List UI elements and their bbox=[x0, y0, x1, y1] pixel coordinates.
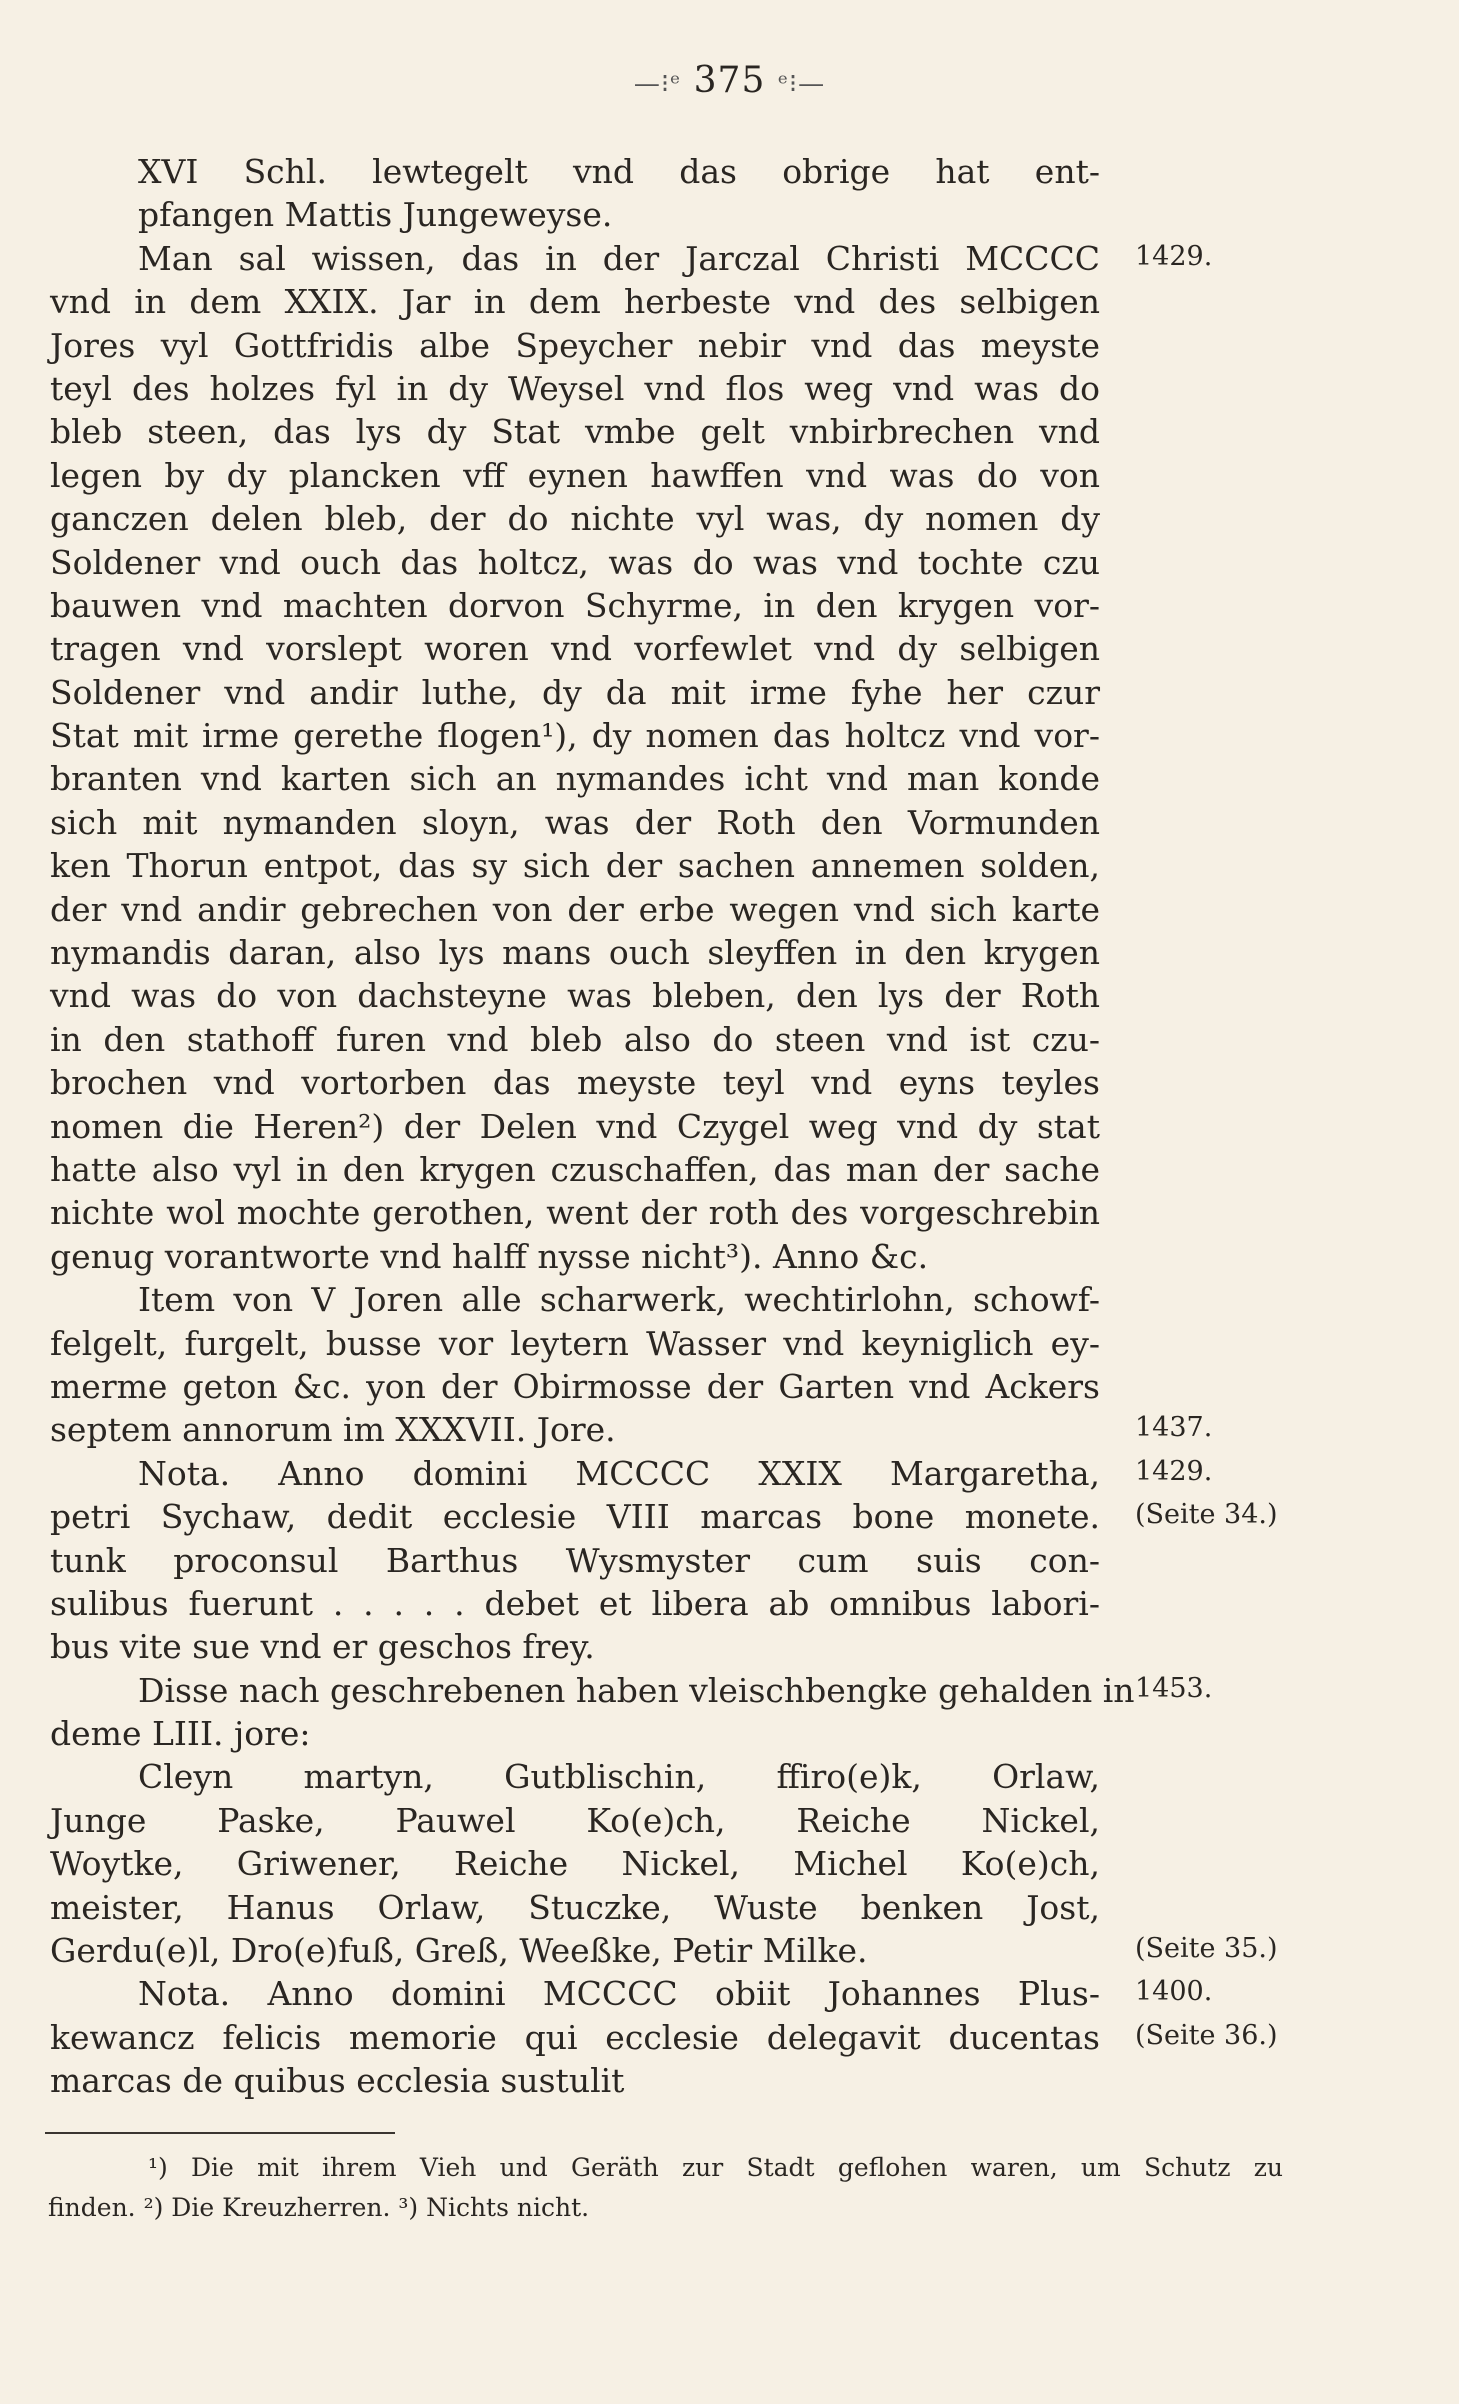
text-line bbox=[50, 1539, 1100, 1582]
line-text: brochen vnd vortorben das meyste teyl vnd eyns teyles bbox=[50, 1063, 1100, 1103]
line-text: genug vorantworte vnd halff nysse nicht³). Anno &c. bbox=[50, 1236, 929, 1276]
text-line bbox=[50, 584, 1100, 627]
text-line bbox=[50, 2016, 1278, 2059]
line-text: bauwen vnd machten dorvon Schyrme, in den krygen vor- bbox=[50, 585, 1100, 625]
line-text: felgelt, furgelt, busse vor leytern Wasser vnd keyniglich ey- bbox=[50, 1323, 1100, 1363]
text-line bbox=[50, 627, 1100, 670]
line-text: branten vnd karten sich an nymandes icht vnd man konde bbox=[50, 759, 1100, 799]
margin-note: 1400. bbox=[1135, 1976, 1213, 2008]
text-line bbox=[50, 1235, 1100, 1278]
main-text bbox=[50, 150, 1278, 2103]
line-text: Junge Paske, Pauwel Ko(e)ch, Reiche Nickel, bbox=[50, 1800, 1100, 1840]
line-text: sulibus fuerunt . . . . . debet et libera ab omnibus labori- bbox=[50, 1583, 1100, 1623]
text-line bbox=[50, 193, 1100, 236]
line-text: marcas de quibus ecclesia sustulit bbox=[50, 2061, 625, 2101]
line-text: pfangen Mattis Jungeweyse. bbox=[138, 195, 613, 235]
line-text: vnd was do von dachsteyne was bleben, den lys der Roth bbox=[50, 976, 1100, 1016]
text-line bbox=[50, 280, 1100, 323]
text-line bbox=[50, 1408, 1213, 1451]
text-line bbox=[50, 1365, 1100, 1408]
text-line bbox=[50, 454, 1100, 497]
text-line bbox=[50, 888, 1100, 931]
footnotes bbox=[48, 2148, 1283, 2228]
text-line bbox=[50, 1625, 1100, 1668]
margin-note: 1429. bbox=[1135, 1455, 1213, 1487]
margin-note: 1453. bbox=[1135, 1672, 1213, 1704]
text-line bbox=[50, 1018, 1100, 1061]
line-text: Soldener vnd andir luthe, dy da mit irme fyhe her czur bbox=[50, 672, 1100, 712]
text-line bbox=[50, 801, 1100, 844]
line-text: bus vite sue vnd er geschos frey. bbox=[50, 1627, 595, 1667]
footnote-line: ¹) Die mit ihrem Vieh und Geräth zur Stadt geflohen waren, um Schutz zu bbox=[148, 2153, 1283, 2182]
text-line bbox=[50, 497, 1100, 540]
margin-note: 1437. bbox=[1135, 1412, 1213, 1444]
line-text: ken Thorun entpot, das sy sich der sachen annemen solden, bbox=[50, 846, 1100, 886]
line-text: tragen vnd vorslept woren vnd vorfewlet vnd dy selbigen bbox=[50, 629, 1100, 669]
text-line bbox=[50, 1322, 1100, 1365]
text-line bbox=[50, 1148, 1100, 1191]
text-line bbox=[50, 844, 1100, 887]
line-text: vnd in dem XXIX. Jar in dem herbeste vnd des selbigen bbox=[50, 282, 1100, 322]
line-text: Man sal wissen, das in der Jarczal Christi MCCCC bbox=[138, 238, 1100, 278]
line-text: Nota. Anno domini MCCCC obiit Johannes Plus- bbox=[138, 1974, 1100, 2014]
text-line bbox=[50, 1669, 1213, 1712]
text-line bbox=[50, 1712, 1100, 1755]
footnote-divider bbox=[45, 2132, 395, 2134]
line-text: nymandis daran, also lys mans ouch sleyffen in den krygen bbox=[50, 933, 1100, 973]
line-text: ganczen delen bleb, der do nichte vyl was, dy nomen dy bbox=[50, 499, 1100, 539]
text-line bbox=[50, 1799, 1100, 1842]
text-line bbox=[50, 2059, 1100, 2102]
line-text: XVI Schl. lewtegelt vnd das obrige hat ent- bbox=[138, 152, 1100, 191]
line-text: nichte wol mochte gerothen, went der roth des vorgeschrebin bbox=[50, 1193, 1100, 1233]
text-line bbox=[50, 324, 1100, 367]
line-text: hatte also vyl in den krygen czuschaffen, das man der sache bbox=[50, 1149, 1100, 1189]
line-text: Woytke, Griwener, Reiche Nickel, Michel Ko(e)ch, bbox=[50, 1844, 1100, 1884]
text-line bbox=[50, 1191, 1100, 1234]
line-text: Gerdu(e)l, Dro(e)fuß, Greß, Weeßke, Petir Milke. bbox=[50, 1931, 868, 1971]
line-text: der vnd andir gebrechen von der erbe wegen vnd sich karte bbox=[50, 889, 1100, 929]
text-line bbox=[50, 1972, 1213, 2015]
text-line bbox=[50, 974, 1100, 1017]
margin-note: (Seite 35.) bbox=[1135, 1933, 1278, 1965]
line-text: bleb steen, das lys dy Stat vmbe gelt vnbirbrechen vnd bbox=[50, 412, 1100, 452]
line-text: Soldener vnd ouch das holtcz, was do was vnd tochte czu bbox=[50, 542, 1100, 582]
page-number: 375 bbox=[693, 60, 766, 101]
left-ornament: —⁝ᵉ bbox=[633, 69, 682, 99]
line-text: kewancz felicis memorie qui ecclesie delegavit ducentas bbox=[50, 2017, 1100, 2057]
line-text: meister, Hanus Orlaw, Stuczke, Wuste benken Jost, bbox=[50, 1887, 1100, 1927]
line-text: nomen die Heren²) der Delen vnd Czygel weg vnd dy stat bbox=[50, 1106, 1100, 1146]
line-text: in den stathoff furen vnd bleb also do steen vnd ist czu- bbox=[50, 1019, 1100, 1059]
text-line bbox=[50, 541, 1100, 584]
text-line bbox=[50, 1061, 1100, 1104]
text-line bbox=[50, 1842, 1100, 1885]
text-line bbox=[50, 1105, 1100, 1148]
margin-note: (Seite 34.) bbox=[1135, 1499, 1278, 1531]
text-line bbox=[50, 237, 1213, 280]
line-text: Item von V Joren alle scharwerk, wechtirlohn, schowf- bbox=[138, 1280, 1100, 1320]
line-text: teyl des holzes fyl in dy Weysel vnd flos weg vnd was do bbox=[50, 368, 1100, 408]
line-text: Jores vyl Gottfridis albe Speycher nebir vnd das meyste bbox=[50, 325, 1100, 365]
line-text: Nota. Anno domini MCCCC XXIX Margaretha, bbox=[138, 1453, 1100, 1493]
line-text: deme LIII. jore: bbox=[50, 1714, 311, 1754]
text-line bbox=[50, 1929, 1278, 1972]
text-line bbox=[50, 1278, 1100, 1321]
text-line bbox=[50, 671, 1100, 714]
line-text: petri Sychaw, dedit ecclesie VIII marcas bone monete. bbox=[50, 1497, 1100, 1537]
text-line bbox=[50, 714, 1100, 757]
page-header bbox=[0, 60, 1459, 101]
line-text: Cleyn martyn, Gutblischin, ffiro(e)k, Orlaw, bbox=[138, 1757, 1100, 1797]
line-text: Disse nach geschrebenen haben vleischbengke gehalden in bbox=[138, 1670, 1135, 1710]
text-line bbox=[50, 757, 1100, 800]
footnote-line: finden. ²) Die Kreuzherren. ³) Nichts nicht. bbox=[48, 2193, 590, 2222]
text-line bbox=[50, 150, 1100, 193]
text-line bbox=[50, 1886, 1100, 1929]
text-line bbox=[50, 410, 1100, 453]
text-line bbox=[50, 1582, 1100, 1625]
text-line bbox=[50, 367, 1100, 410]
line-text: legen by dy plancken vff eynen hawffen vnd was do von bbox=[50, 455, 1100, 495]
line-text: merme geton &c. yon der Obirmosse der Garten vnd Ackers bbox=[50, 1366, 1100, 1406]
text-line bbox=[50, 931, 1100, 974]
margin-note: (Seite 36.) bbox=[1135, 2019, 1278, 2051]
right-ornament: ᵉ⁝— bbox=[777, 69, 826, 99]
line-text: tunk proconsul Barthus Wysmyster cum suis con- bbox=[50, 1540, 1100, 1580]
text-line bbox=[50, 1452, 1213, 1495]
line-text: Stat mit irme gerethe flogen¹), dy nomen das holtcz vnd vor- bbox=[50, 716, 1100, 756]
margin-note: 1429. bbox=[1135, 240, 1213, 272]
text-line bbox=[50, 1755, 1100, 1798]
text-line bbox=[50, 1495, 1278, 1538]
line-text: septem annorum im XXXVII. Jore. bbox=[50, 1410, 616, 1450]
line-text: sich mit nymanden sloyn, was der Roth den Vormunden bbox=[50, 802, 1100, 842]
